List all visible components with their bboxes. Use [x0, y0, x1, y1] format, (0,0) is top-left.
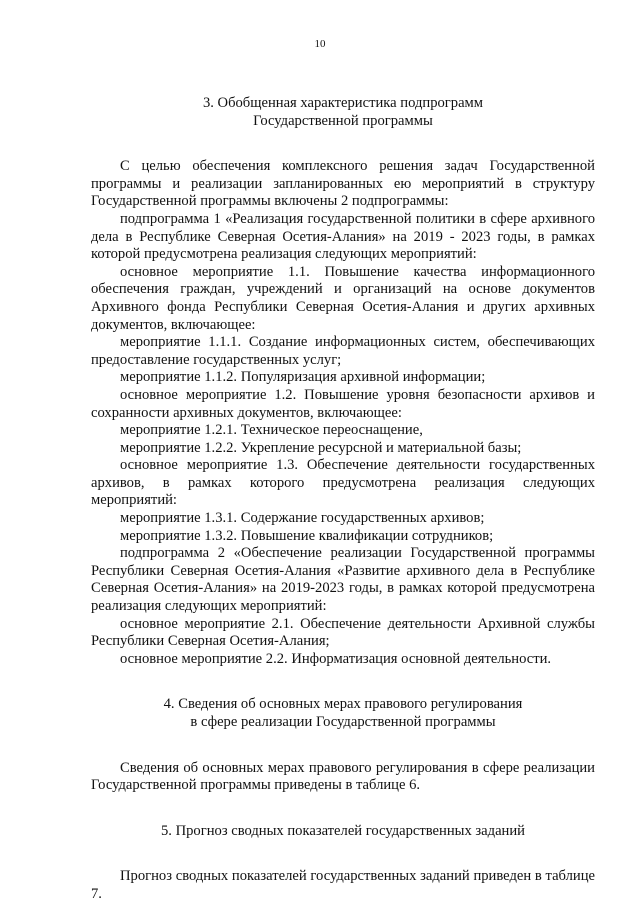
paragraph: Сведения об основных мерах правового регулирования в сфере реализации Государственной программы приведены в таблице 6.: [91, 759, 595, 794]
paragraph: основное мероприятие 1.3. Обеспечение деятельности государственных архивов, в рамках которого предусмотрена реализация следующих мероприятий:: [91, 457, 595, 509]
paragraph: основное мероприятие 1.1. Повышение качества информационного обеспечения граждан, учреждений и организаций на основе документов Архивного фонда Республики Северная Осетия-Алания и других архивных документов, включающее:: [91, 263, 595, 333]
section-3-heading-line-1: 3. Обобщенная характеристика подпрограмм: [202, 95, 484, 111]
section-4-heading-line-2: в сфере реализации Государственной программы: [190, 714, 496, 730]
section-3-heading: [91, 95, 595, 130]
paragraph: Прогноз сводных показателей государственных заданий приведен в таблице 7.: [91, 868, 595, 902]
paragraph: С целью обеспечения комплексного решения задач Государственной программы и реализации запланированных ею мероприятий в структуру Государственной программы включены 2 подпрограммы:: [91, 158, 595, 210]
paragraph: основное мероприятие 1.2. Повышение уровня безопасности архивов и сохранности архивных документов, включающее:: [91, 386, 595, 421]
section-3-heading-line-2: Государственной программы: [253, 112, 433, 129]
document-body: [91, 95, 595, 904]
paragraph: основное мероприятие 2.2. Информатизация основной деятельности.: [120, 650, 552, 667]
paragraph: мероприятие 1.1.1. Создание информационных систем, обеспечивающих предоставление государственных услуг;: [91, 334, 595, 368]
paragraph: мероприятие 1.3.1. Содержание государственных архивов;: [120, 510, 485, 527]
paragraph: мероприятие 1.2.1. Техническое переоснащение,: [120, 422, 423, 439]
page-number: 10: [314, 38, 326, 50]
paragraph: подпрограмма 2 «Обеспечение реализации Государственной программы Республики Северная Осетия-Алания «Развитие архивного дела в Республике Северная Осетия-Алания» на 2019-2023 годы, в рамках которой предусмотрена реализация следующих мероприятий:: [91, 545, 595, 615]
section-5-heading: [91, 823, 595, 841]
paragraph: мероприятие 1.2.2. Укрепление ресурсной и материальной базы;: [120, 439, 522, 456]
paragraph: мероприятие 1.1.2. Популяризация архивной информации;: [120, 369, 486, 386]
section-4-heading: [91, 696, 595, 731]
paragraph: мероприятие 1.3.2. Повышение квалификации сотрудников;: [120, 527, 494, 544]
section-5-heading-line-1: 5. Прогноз сводных показателей государственных заданий: [161, 822, 525, 839]
paragraph: основное мероприятие 2.1. Обеспечение деятельности Архивной службы Республики Северная Осетия-Алания;: [91, 615, 595, 650]
section-4-heading-line-1: 4. Сведения об основных мерах правового регулирования: [163, 696, 523, 713]
paragraph: подпрограмма 1 «Реализация государственной политики в сфере архивного дела в Республике Северная Осетия-Алания» на 2019 - 2023 годы, в рамках которой предусмотрена реализация следующих мероприятий:: [91, 210, 595, 263]
